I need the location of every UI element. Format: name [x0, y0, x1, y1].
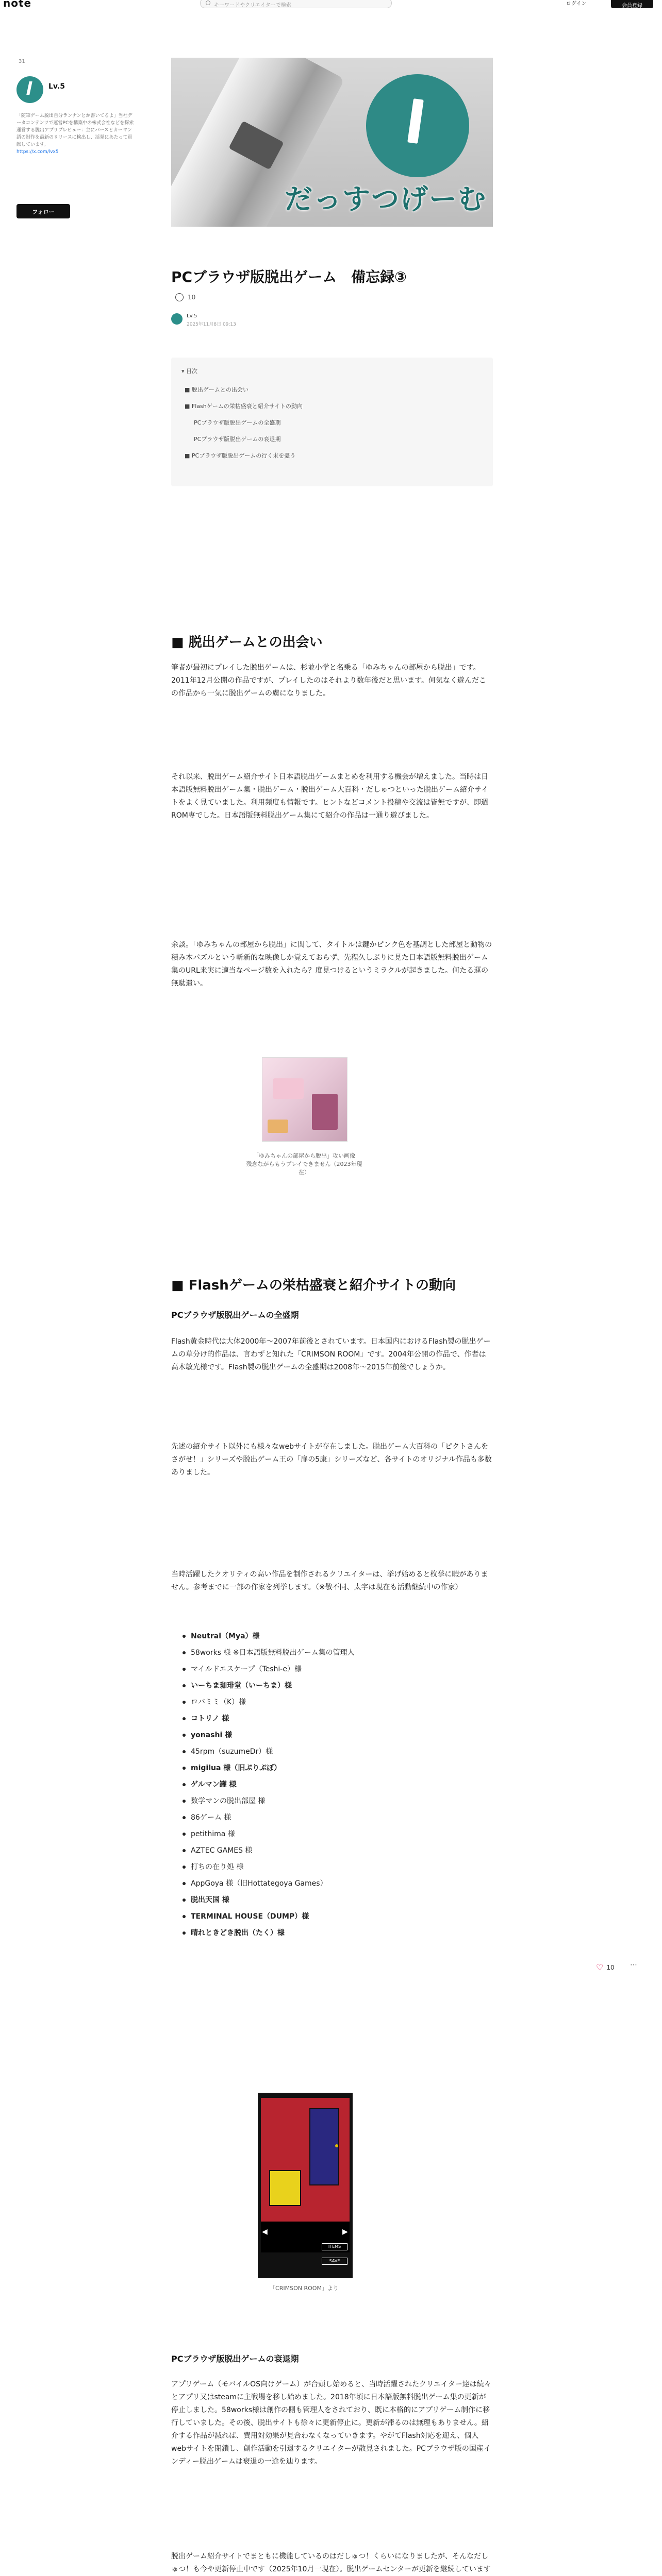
save-button: SAVE	[322, 2258, 347, 2265]
figure-caption: 「CRIMSON ROOM」より	[270, 2285, 339, 2292]
subsection-heading: PCブラウザ版脱出ゲームの全盛期	[171, 1310, 299, 1320]
search-icon	[206, 1, 210, 5]
list-item: 58works 様 ※日本語版無料脱出ゲーム集の管理人	[180, 1645, 490, 1661]
section-heading: ■ 脱出ゲームとの出会い	[171, 635, 323, 650]
toc-item[interactable]: ■ PCブラウザ版脱出ゲームの行く末を憂う	[185, 452, 296, 459]
paragraph: Flash黄金時代は大体2000年〜2007年前後とされています。日本国内におけるFlash製の脱出ゲームの草分け的作品は、言わずと知れた「CRIMSON ROOM」です。2004年公開の作品で、作者は高木敏光様です。Flash製の脱出ゲームの全盛期は2008年〜2015年前後でしょうか。	[171, 1337, 491, 1371]
list-item: 打ちの在り処 様	[180, 1859, 490, 1875]
paragraph: 脱出ゲーム紹介サイトでまともに機能しているのはだしゅつ！くらいになりましたが、そんなだしゅつ！も今や更新停止中です（2025年10月一現在）。脱出ゲームセンターが更新を継続しています	[171, 2552, 491, 2573]
author-bio-text: 「随筆ゲーム脱出自分ランナンとか書いてるよ」当社データコンテンツで運営PCを構築中の株式会社などを探索運営する脱出アプリプレビュー：主にパースとカーマン語の制作を最新のリリースに検出し、活発にあたって貢献しています。	[16, 113, 134, 147]
author-avatar[interactable]	[16, 76, 43, 103]
toc-item[interactable]: ■ Flashゲームの栄枯盛衰と紹介サイトの動向	[185, 403, 303, 410]
toc-item[interactable]: PCブラウザ版脱出ゲームの全盛期	[194, 419, 281, 426]
heart-icon[interactable]: ♡	[596, 1962, 604, 1972]
floating-like[interactable]	[593, 1962, 615, 1972]
toc-item[interactable]: PCブラウザ版脱出ゲームの衰退期	[194, 436, 281, 443]
figure-crimson-room: ◀ ▶ ITEMS SAVE	[258, 2093, 353, 2278]
hero-logo-circle	[366, 74, 469, 177]
list-item: ゲルマン罐 様	[180, 1776, 490, 1793]
like-heart-icon[interactable]	[175, 293, 184, 301]
list-item: 脱出天国 様	[180, 1892, 490, 1908]
list-item: TERMINAL HOUSE（DUMP）様	[180, 1908, 490, 1925]
more-options-icon[interactable]: ⋯	[630, 1961, 637, 1969]
paragraph: それ以来、脱出ゲーム紹介サイト日本語脱出ゲームまとめを利用する機会が増えました。当時は日本語版無料脱出ゲーム集・脱出ゲーム・脱出ゲーム大百科・だしゅつといった脱出ゲーム紹介サイトをよく見ていました。利用頻度も情報です。ヒントなどコメント投稿や交流は皆無ですが、即週ROM専でした。日本語版無料脱出ゲーム集にて紹介の作品は一通り遊びました。	[171, 773, 489, 820]
article-title: PCブラウザ版脱出ゲーム 備忘録③	[171, 268, 407, 285]
list-item: petithima 様	[180, 1826, 490, 1842]
search-placeholder: キーワードやクリエイターで検索	[214, 3, 291, 8]
search-input[interactable]	[200, 0, 392, 8]
publish-date: 2025年11月8日 09:13	[187, 322, 236, 327]
creator-list	[180, 1628, 490, 1941]
figure-caption: 「ゆみちゃんの部屋から脱出」攻い画像 残念ながらもうプレイできません（2023年現在）	[246, 1153, 362, 1176]
list-item: 86ゲーム 様	[180, 1809, 490, 1826]
list-item: 数学マンの脱出部屋 様	[180, 1793, 490, 1809]
list-item: AppGoya 様（旧Hottategoya Games）	[180, 1875, 490, 1892]
items-button: ITEMS	[322, 2243, 347, 2250]
figure-yumichan	[262, 1057, 347, 1142]
list-item: AZTEC GAMES 様	[180, 1842, 490, 1859]
subsection-heading: PCブラウザ版脱出ゲームの衰退期	[171, 2354, 299, 2364]
login-link[interactable]: ログイン	[566, 1, 587, 7]
follow-button[interactable]: フォロー	[16, 204, 70, 218]
list-item: 45rpm（suzumeDr）様	[180, 1743, 490, 1760]
list-item: マイルドエスケープ（Teshi-e）様	[180, 1661, 490, 1677]
author-mini-avatar[interactable]	[171, 313, 183, 325]
paragraph: 余談。「ゆみちゃんの部屋から脱出」に関して、タイトルは鍵かピンク色を基調とした部屋と動物の積み木パズルという斬新的な映像しか覚えておらず、先程久しぶりに見た日本語版無料脱出ゲーム集のURL来実に適当なページ数を入れたら？度見つけるというミラクルが起きました。何たる運の無駄遣い。	[171, 941, 492, 988]
site-header	[0, 0, 662, 9]
floating-like-count: 10	[606, 1963, 615, 1971]
paragraph: アプリゲーム（モバイルOS向けゲーム）が台頭し始めると、当時活躍されたクリエイター達は続々とアプリ又はsteamに主戦場を移し始めました。2018年頃に日本語版無料脱出ゲーム集の更新が停止しました。58works様は創作の側も管理人をされており、既に本格的にアプリゲーム制作に移行していました。その後、脱出サイトも徐々に更新停止に。更新が滞るのは無理もありません。紹介する作品が減れば、費用対効果が見合わなくなっていきます。やがてFlash対応を迎え、個人webサイトを閉鎖し、創作活動を引退するクリエイターが散見されました。PCブラウザ版の国産インディー脱出ゲームは衰退の一途を辿ります。	[171, 2380, 491, 2466]
like-count: 10	[188, 293, 196, 301]
like-area[interactable]	[171, 292, 195, 301]
toc-heading[interactable]: ▾ 目次	[181, 368, 198, 375]
list-item: コトリノ 様	[180, 1710, 490, 1727]
note-logo[interactable]: note	[3, 0, 32, 9]
register-button[interactable]: 会員登録	[611, 0, 653, 8]
author-mini-name[interactable]: Lv.5	[187, 313, 197, 319]
author-link[interactable]: https://x.com/lvx5	[16, 149, 59, 155]
section-heading: ■ Flashゲームの栄枯盛衰と紹介サイトの動向	[171, 1278, 456, 1293]
list-item: Neutral（Mya）様	[180, 1628, 490, 1645]
list-item: yonashi 様	[180, 1727, 490, 1743]
paragraph: 筆者が最初にプレイした脱出ゲームは、杉並小学と名乗る「ゆみちゃんの部屋から脱出」です。2011年12月公開の作品ですが、プレイしたのはそれより数年後だと思います。何気なく遊んだこの作品から一気に脱出ゲームの虜になりました。	[171, 664, 487, 698]
author-bio	[16, 112, 135, 156]
paragraph: 先述の紹介サイト以外にも様々なwebサイトが存在しました。脱出ゲーム大百科の「ピクトさんをさがせ！」シリーズや脱出ゲーム王の「扉の5康」シリーズなど、各サイトのオリジナル作品も多数ありました。	[171, 1443, 492, 1477]
hero-logo-text: だっすつげーむ	[285, 183, 487, 215]
paragraph: 当時活躍したクオリティの高い作品を制作されるクリエイターは、挙げ始めると枚挙に暇がありません。参考までに一部の作家を列挙します。（※敬不同、太字は現在も活動継続中の作家）	[171, 1570, 488, 1591]
list-item: ロバミミ（K）様	[180, 1694, 490, 1710]
list-item: 晴れときどき脱出（たく）様	[180, 1925, 490, 1941]
table-of-contents	[171, 358, 493, 486]
hero-image	[171, 58, 493, 227]
toc-item[interactable]: ■ 脱出ゲームとの出会い	[185, 386, 249, 393]
list-item: いーちま珈琲堂（いーちま）様	[180, 1677, 490, 1694]
list-item: migilua 様（旧ぷりぷぼ）	[180, 1760, 490, 1776]
author-name[interactable]: Lv.5	[48, 82, 65, 91]
sidebar-count: 31	[19, 59, 25, 64]
